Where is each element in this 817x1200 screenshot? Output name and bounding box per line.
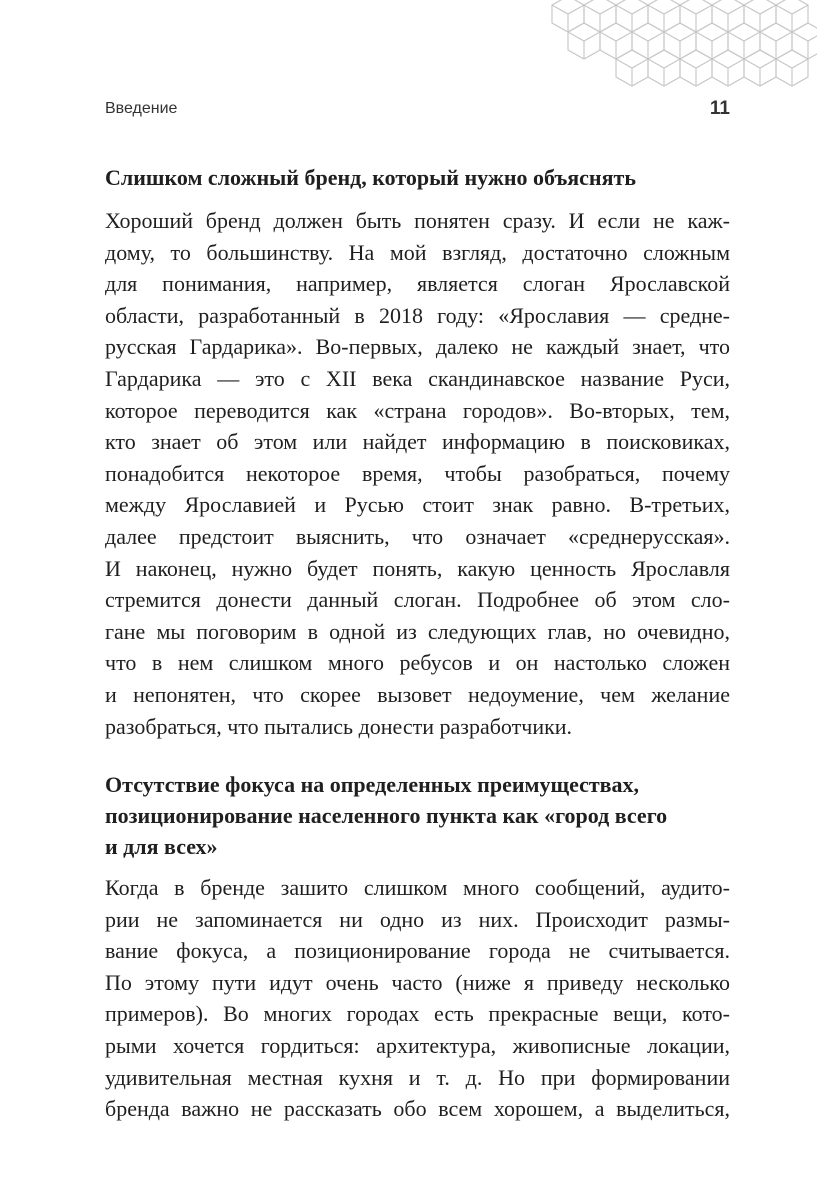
text-line: русская Гардарика». Во-первых, далеко не каждый знает, что bbox=[105, 334, 730, 360]
text-line: вание фокуса, а позиционирование города не считывается. bbox=[105, 938, 730, 964]
section-heading bbox=[105, 769, 730, 862]
page-body bbox=[105, 162, 730, 1125]
decorative-cube-pattern bbox=[548, 0, 817, 98]
text-line: гане мы поговорим в одной из следующих глав, но очевидно, bbox=[105, 618, 730, 644]
page-header bbox=[105, 98, 730, 124]
text-line: между Ярославией и Русью стоит знак равно. В-третьих, bbox=[105, 492, 730, 518]
text-line: стремится донести данный слоган. Подробнее об этом сло- bbox=[105, 587, 730, 613]
body-paragraph bbox=[105, 205, 730, 742]
text-line: Гардарика — это с XII века скандинавское название Руси, bbox=[105, 365, 730, 391]
text-line: примеров). Во многих городах есть прекрасные вещи, кото- bbox=[105, 1001, 730, 1027]
text-line: дому, то большинству. На мой взгляд, достаточно сложным bbox=[105, 239, 730, 265]
heading-line: Отсутствие фокуса на определенных преимуществах, bbox=[105, 772, 640, 798]
text-line: далее предстоит выяснить, что означает «среднерусская». bbox=[105, 523, 730, 549]
page-number: 11 bbox=[709, 98, 730, 119]
text-line: области, разработанный в 2018 году: «Ярославия — средне- bbox=[105, 302, 730, 328]
text-line: удивительная местная кухня и т. д. Но при формировании bbox=[105, 1064, 730, 1090]
text-line: рии не запоминается ни одно из них. Происходит размы- bbox=[105, 906, 730, 932]
text-line: что в нем слишком много ребусов и он настолько сложен bbox=[105, 650, 730, 676]
text-line: разобраться, что пытались донести разработчики. bbox=[105, 713, 573, 739]
text-line: рыми хочется гордиться: архитектура, живописные локации, bbox=[105, 1033, 730, 1059]
heading-line: и для всех» bbox=[105, 834, 218, 860]
text-line: для понимания, например, является слоган Ярославской bbox=[105, 271, 730, 297]
text-line: и непонятен, что скорее вызовет недоумение, чем желание bbox=[105, 681, 730, 707]
text-line: И наконец, нужно будет понять, какую ценность Ярославля bbox=[105, 555, 730, 581]
text-line: кто знает об этом или найдет информацию в поисковиках, bbox=[105, 429, 730, 455]
text-line: бренда важно не рассказать обо всем хорошем, а выделиться, bbox=[105, 1096, 730, 1122]
section-heading: Слишком сложный бренд, который нужно объяснять bbox=[105, 165, 636, 190]
running-head: Введение bbox=[105, 100, 178, 117]
text-line: По этому пути идут очень часто (ниже я приведу несколько bbox=[105, 969, 730, 995]
text-line: понадобится некоторое время, чтобы разобраться, почему bbox=[105, 460, 730, 486]
text-line: Хороший бренд должен быть понятен сразу. И если не каж- bbox=[105, 208, 730, 233]
body-paragraph bbox=[105, 872, 730, 1125]
heading-line: позиционирование населенного пункта как «город всего bbox=[105, 803, 668, 829]
text-line: которое переводится как «страна городов». Во-вторых, тем, bbox=[105, 397, 730, 423]
text-line: Когда в бренде зашито слишком много сообщений, аудито- bbox=[105, 875, 730, 901]
